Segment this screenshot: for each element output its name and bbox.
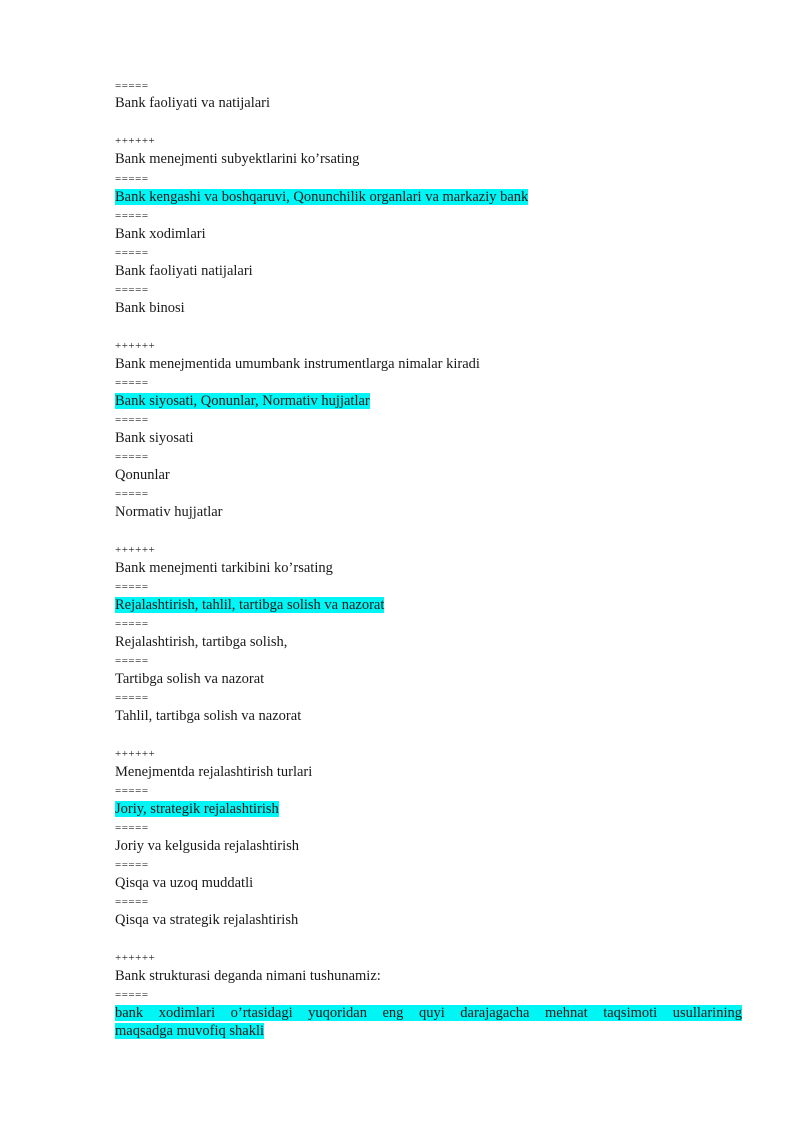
correct-answer: [115, 188, 528, 206]
answer-option: Bank siyosati: [115, 430, 194, 446]
answer-option: Qonunlar: [115, 467, 170, 483]
correct-answer-highlight: bank xodimlari o’rtasidagi yuqoridan eng quyi darajagacha mehnat taqsimoti usullarining: [115, 1005, 742, 1021]
question-separator: ++++++: [115, 135, 156, 147]
answer-option: Bank xodimlari: [115, 226, 206, 242]
correct-answer-highlight: Bank siyosati, Qonunlar, Normativ hujjatlar: [115, 393, 370, 409]
answer-separator: =====: [115, 822, 149, 834]
answer-option: Bank binosi: [115, 300, 185, 316]
answer-separator: =====: [115, 210, 149, 222]
answer-option: Tartibga solish va nazorat: [115, 671, 265, 687]
answer-separator: =====: [115, 989, 149, 1001]
answer-separator: =====: [115, 451, 149, 463]
answer-option: Tahlil, tartibga solish va nazorat: [115, 708, 302, 724]
answer-separator: =====: [115, 655, 149, 667]
answer-separator: =====: [115, 896, 149, 908]
correct-answer: [115, 1004, 742, 1040]
question-text: Bank menejmenti tarkibini ko’rsating: [115, 560, 333, 576]
answer-option: Joriy va kelgusida rejalashtirish: [115, 838, 300, 854]
answer-option: Qisqa va uzoq muddatli: [115, 875, 254, 891]
answer-separator: =====: [115, 247, 149, 259]
answer-option: Bank faoliyati natijalari: [115, 263, 253, 279]
question-separator: ++++++: [115, 748, 156, 760]
question-text: Bank menejmentida umumbank instrumentlarga nimalar kiradi: [115, 356, 480, 372]
answer-separator: =====: [115, 618, 149, 630]
answer-option: Normativ hujjatlar: [115, 504, 223, 520]
question-text: Bank strukturasi deganda nimani tushunamiz:: [115, 968, 381, 984]
answer-option: Bank faoliyati va natijalari: [115, 95, 271, 111]
answer-option: Rejalashtirish, tartibga solish,: [115, 634, 288, 650]
answer-separator: =====: [115, 377, 149, 389]
answer-separator: =====: [115, 488, 149, 500]
answer-separator: =====: [115, 414, 149, 426]
answer-separator: =====: [115, 80, 149, 92]
correct-answer: [115, 392, 370, 410]
answer-option: Qisqa va strategik rejalashtirish: [115, 912, 299, 928]
correct-answer: [115, 596, 384, 614]
answer-separator: =====: [115, 284, 149, 296]
answer-separator: =====: [115, 581, 149, 593]
correct-answer-highlight: Bank kengashi va boshqaruvi, Qonunchilik organlari va markaziy bank: [115, 189, 529, 205]
question-separator: ++++++: [115, 952, 156, 964]
question-separator: ++++++: [115, 544, 156, 556]
correct-answer-highlight: Rejalashtirish, tahlil, tartibga solish va nazorat: [115, 597, 385, 613]
question-text: Menejmentda rejalashtirish turlari: [115, 764, 313, 780]
correct-answer: [115, 800, 279, 818]
question-separator: ++++++: [115, 340, 156, 352]
correct-answer-highlight: maqsadga muvofiq shakli: [115, 1023, 265, 1039]
correct-answer-highlight: Joriy, strategik rejalashtirish: [115, 801, 279, 817]
question-text: Bank menejmenti subyektlarini ko’rsating: [115, 151, 360, 167]
answer-separator: =====: [115, 785, 149, 797]
answer-separator: =====: [115, 859, 149, 871]
answer-separator: =====: [115, 173, 149, 185]
answer-separator: =====: [115, 692, 149, 704]
